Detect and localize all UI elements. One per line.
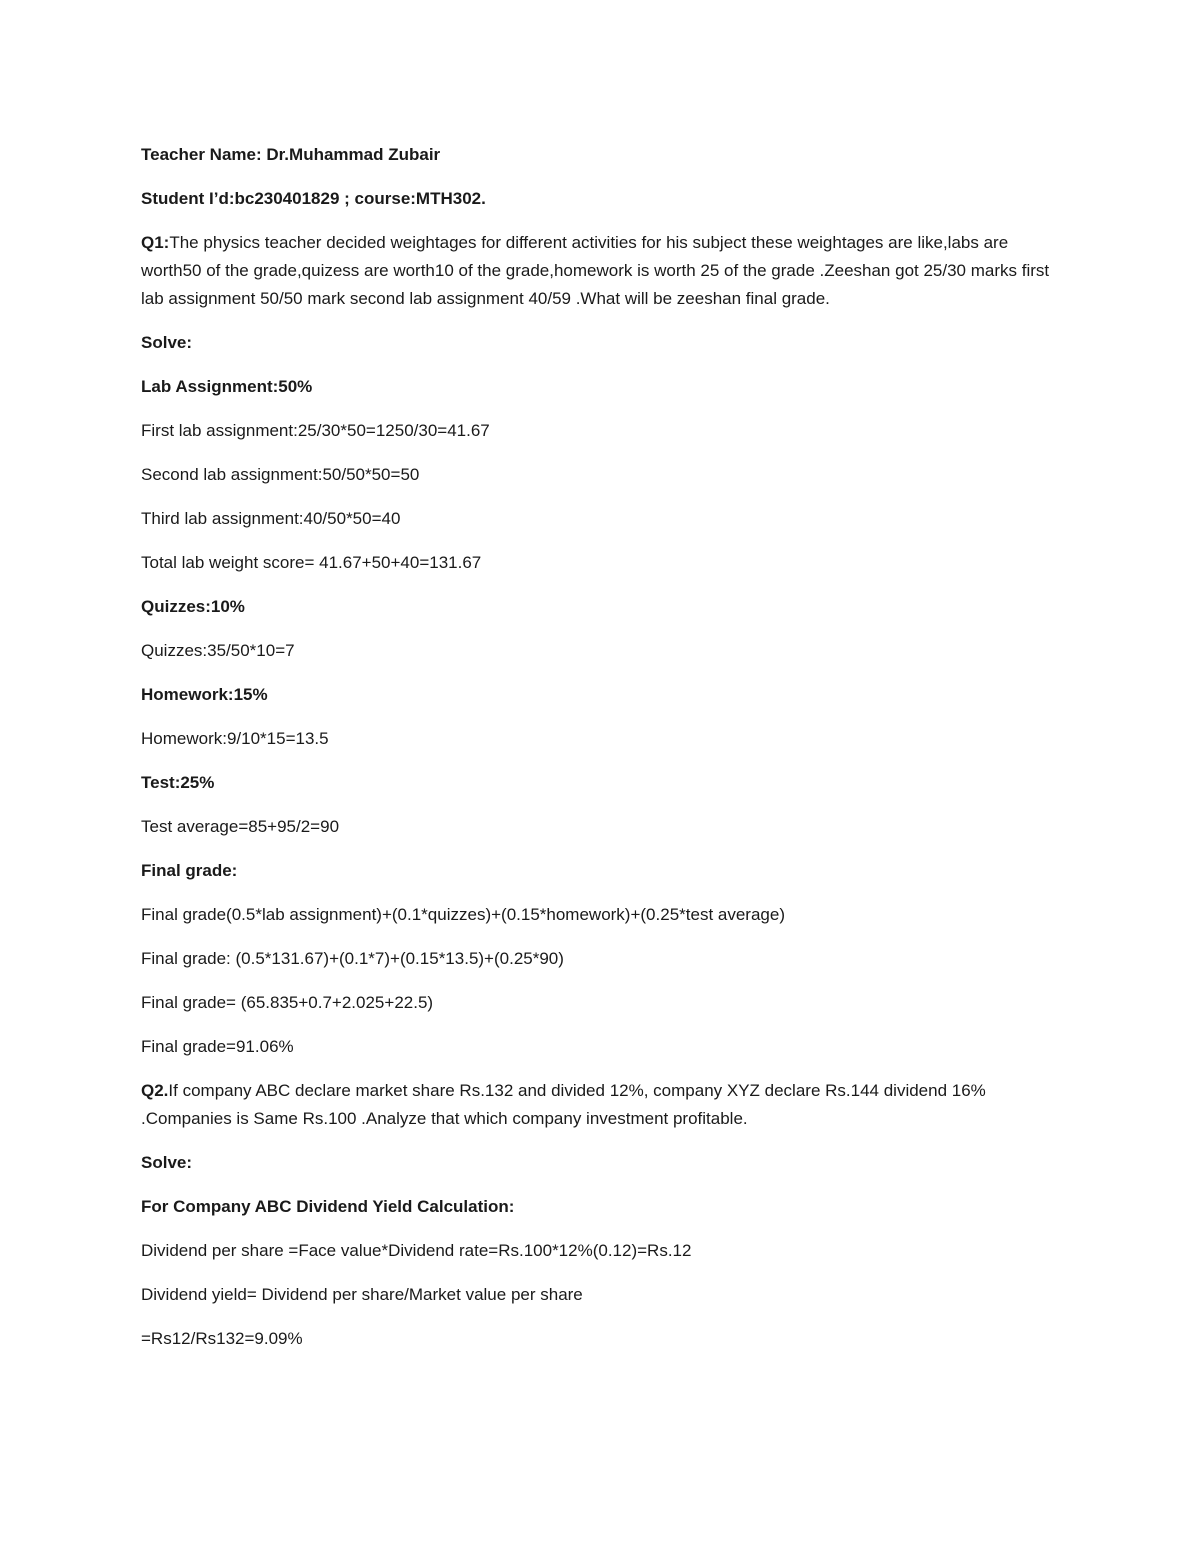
quiz-heading: Quizzes:10%	[141, 597, 245, 616]
abc-heading: For Company ABC Dividend Yield Calculation:	[141, 1197, 515, 1216]
question-1-text: The physics teacher decided weightages for different activities for his subject these weightages are like,labs are worth50 of the grade,quizess are worth10 of the grade,homework is worth 25 of the grade .Zeeshan got 25/30 marks first lab assignment 50/50 mark second lab assignment 40/59 .What will be zeeshan final grade.	[141, 233, 1050, 308]
student-info: Student I’d:bc230401829 ; course:MTH302.	[141, 189, 486, 208]
final-result: Final grade=91.06%	[141, 1037, 294, 1056]
solve-heading-2: Solve:	[141, 1153, 193, 1172]
homework-heading: Homework:15%	[141, 685, 268, 704]
final-heading: Final grade:	[141, 861, 238, 880]
lab-third: Third lab assignment:40/50*50=40	[141, 509, 401, 528]
test-heading: Test:25%	[141, 773, 215, 792]
lab-total: Total lab weight score= 41.67+50+40=131.67	[141, 553, 482, 572]
lab-second: Second lab assignment:50/50*50=50	[141, 465, 420, 484]
question-2-text: If company ABC declare market share Rs.132 and divided 12%, company XYZ declare Rs.144 dividend 16% .Companies is Same Rs.100 .Analyze that which company investment profitable.	[141, 1081, 986, 1128]
homework-calc: Homework:9/10*15=13.5	[141, 729, 329, 748]
document-body	[141, 141, 1071, 1369]
quiz-calc: Quizzes:35/50*10=7	[141, 641, 295, 660]
lab-first: First lab assignment:25/30*50=1250/30=41.67	[141, 421, 490, 440]
abc-yield-formula: Dividend yield= Dividend per share/Market value per share	[141, 1285, 583, 1304]
final-formula: Final grade(0.5*lab assignment)+(0.1*quizzes)+(0.15*homework)+(0.25*test average)	[141, 905, 785, 924]
question-1	[141, 229, 1071, 313]
question-2-label: Q2.	[141, 1081, 169, 1100]
abc-yield-result: =Rs12/Rs132=9.09%	[141, 1329, 303, 1348]
final-substitution: Final grade: (0.5*131.67)+(0.1*7)+(0.15*13.5)+(0.25*90)	[141, 949, 564, 968]
question-1-label: Q1:	[141, 233, 170, 252]
lab-heading: Lab Assignment:50%	[141, 377, 313, 396]
teacher-name: Teacher Name: Dr.Muhammad Zubair	[141, 145, 441, 164]
test-calc: Test average=85+95/2=90	[141, 817, 340, 836]
question-2	[141, 1077, 1071, 1133]
final-sum: Final grade= (65.835+0.7+2.025+22.5)	[141, 993, 434, 1012]
solve-heading-1: Solve:	[141, 333, 193, 352]
abc-dividend-per-share: Dividend per share =Face value*Dividend rate=Rs.100*12%(0.12)=Rs.12	[141, 1241, 692, 1260]
